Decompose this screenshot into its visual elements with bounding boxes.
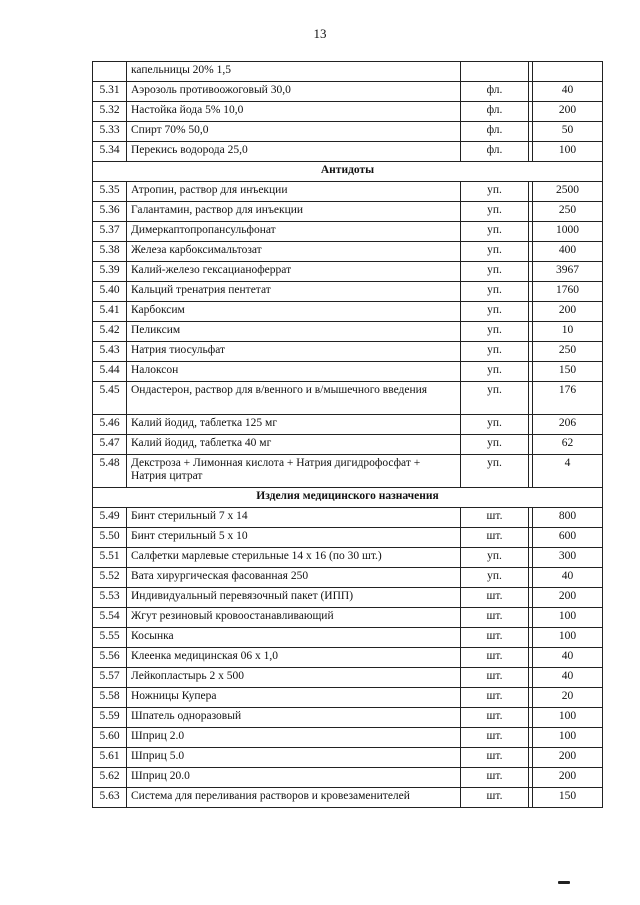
row-qty-cell: 200 xyxy=(533,102,603,122)
row-number-cell: 5.40 xyxy=(93,282,127,302)
row-unit-cell: уп. xyxy=(461,435,529,455)
row-qty-cell: 10 xyxy=(533,322,603,342)
row-number-cell: 5.48 xyxy=(93,455,127,488)
row-name-cell: Ондастерон, раствор для в/венного и в/мышечного введения xyxy=(127,382,461,415)
row-unit-cell xyxy=(461,62,529,82)
row-qty-cell: 4 xyxy=(533,455,603,488)
row-qty-cell: 40 xyxy=(533,668,603,688)
row-number-cell: 5.52 xyxy=(93,568,127,588)
row-qty-cell: 200 xyxy=(533,748,603,768)
row-unit-cell: фл. xyxy=(461,122,529,142)
table-row xyxy=(93,455,603,488)
row-unit-cell: уп. xyxy=(461,342,529,362)
row-qty-cell: 1760 xyxy=(533,282,603,302)
row-qty-cell: 100 xyxy=(533,728,603,748)
row-unit-cell: шт. xyxy=(461,708,529,728)
row-qty-cell: 100 xyxy=(533,628,603,648)
row-qty-cell: 600 xyxy=(533,528,603,548)
table-row xyxy=(93,768,603,788)
row-number-cell: 5.62 xyxy=(93,768,127,788)
row-number-cell: 5.50 xyxy=(93,528,127,548)
table-row xyxy=(93,668,603,688)
row-unit-cell: уп. xyxy=(461,415,529,435)
row-qty-cell: 100 xyxy=(533,608,603,628)
row-number-cell: 5.60 xyxy=(93,728,127,748)
section-title: Антидоты xyxy=(93,162,603,182)
row-unit-cell: шт. xyxy=(461,768,529,788)
table-row xyxy=(93,608,603,628)
supplies-table-body xyxy=(93,62,603,808)
row-number-cell: 5.45 xyxy=(93,382,127,415)
supplies-table xyxy=(92,61,603,808)
row-qty-cell: 100 xyxy=(533,142,603,162)
row-name-cell: Салфетки марлевые стерильные 14 х 16 (по 30 шт.) xyxy=(127,548,461,568)
table-row xyxy=(93,202,603,222)
section-header-row xyxy=(93,488,603,508)
row-number-cell: 5.58 xyxy=(93,688,127,708)
row-number-cell: 5.63 xyxy=(93,788,127,808)
row-name-cell: Вата хирургическая фасованная 250 xyxy=(127,568,461,588)
row-name-cell: Димеркаптопропансульфонат xyxy=(127,222,461,242)
table-row xyxy=(93,628,603,648)
table-row xyxy=(93,748,603,768)
row-name-cell: Шприц 5.0 xyxy=(127,748,461,768)
table-row xyxy=(93,568,603,588)
table-row xyxy=(93,282,603,302)
row-name-cell: Кальций тренатрия пентетат xyxy=(127,282,461,302)
row-qty-cell: 62 xyxy=(533,435,603,455)
row-name-cell: Калий йодид, таблетка 125 мг xyxy=(127,415,461,435)
row-unit-cell: уп. xyxy=(461,182,529,202)
row-unit-cell: фл. xyxy=(461,142,529,162)
row-number-cell: 5.61 xyxy=(93,748,127,768)
table-row xyxy=(93,788,603,808)
row-unit-cell: уп. xyxy=(461,302,529,322)
row-unit-cell: уп. xyxy=(461,202,529,222)
table-row xyxy=(93,588,603,608)
row-number-cell: 5.36 xyxy=(93,202,127,222)
row-name-cell: капельницы 20% 1,5 xyxy=(127,62,461,82)
row-unit-cell: шт. xyxy=(461,508,529,528)
row-unit-cell: шт. xyxy=(461,628,529,648)
table-row xyxy=(93,82,603,102)
row-name-cell: Атропин, раствор для инъекции xyxy=(127,182,461,202)
row-number-cell: 5.31 xyxy=(93,82,127,102)
table-row xyxy=(93,322,603,342)
row-name-cell: Шприц 20.0 xyxy=(127,768,461,788)
row-unit-cell: шт. xyxy=(461,608,529,628)
table-row xyxy=(93,435,603,455)
row-number-cell: 5.39 xyxy=(93,262,127,282)
row-unit-cell: шт. xyxy=(461,588,529,608)
row-unit-cell: шт. xyxy=(461,668,529,688)
row-unit-cell: фл. xyxy=(461,102,529,122)
row-name-cell: Галантамин, раствор для инъекции xyxy=(127,202,461,222)
row-name-cell: Бинт стерильный 7 х 14 xyxy=(127,508,461,528)
row-number-cell: 5.35 xyxy=(93,182,127,202)
row-number-cell: 5.42 xyxy=(93,322,127,342)
row-number-cell: 5.59 xyxy=(93,708,127,728)
row-qty-cell: 3967 xyxy=(533,262,603,282)
row-unit-cell: шт. xyxy=(461,528,529,548)
row-qty-cell: 250 xyxy=(533,202,603,222)
row-number-cell: 5.33 xyxy=(93,122,127,142)
row-name-cell: Бинт стерильный 5 х 10 xyxy=(127,528,461,548)
row-unit-cell: уп. xyxy=(461,382,529,415)
row-name-cell: Лейкопластырь 2 х 500 xyxy=(127,668,461,688)
row-name-cell: Шприц 2.0 xyxy=(127,728,461,748)
table-row xyxy=(93,242,603,262)
row-name-cell: Система для переливания растворов и кровезаменителей xyxy=(127,788,461,808)
row-qty-cell: 200 xyxy=(533,768,603,788)
table-row xyxy=(93,182,603,202)
row-name-cell: Налоксон xyxy=(127,362,461,382)
row-number-cell: 5.32 xyxy=(93,102,127,122)
row-number-cell xyxy=(93,62,127,82)
table-row xyxy=(93,142,603,162)
row-number-cell: 5.34 xyxy=(93,142,127,162)
row-number-cell: 5.37 xyxy=(93,222,127,242)
table-row xyxy=(93,548,603,568)
row-qty-cell: 800 xyxy=(533,508,603,528)
row-name-cell: Железа карбоксимальтозат xyxy=(127,242,461,262)
row-number-cell: 5.49 xyxy=(93,508,127,528)
table-row xyxy=(93,415,603,435)
row-qty-cell: 40 xyxy=(533,82,603,102)
row-name-cell: Ножницы Купера xyxy=(127,688,461,708)
row-number-cell: 5.57 xyxy=(93,668,127,688)
table-row xyxy=(93,122,603,142)
row-unit-cell: уп. xyxy=(461,222,529,242)
row-qty-cell: 20 xyxy=(533,688,603,708)
row-number-cell: 5.43 xyxy=(93,342,127,362)
row-qty-cell: 200 xyxy=(533,588,603,608)
row-name-cell: Клеенка медицинская 06 х 1,0 xyxy=(127,648,461,668)
row-unit-cell: уп. xyxy=(461,262,529,282)
row-number-cell: 5.54 xyxy=(93,608,127,628)
row-unit-cell: уп. xyxy=(461,362,529,382)
row-qty-cell: 150 xyxy=(533,362,603,382)
section-header-row xyxy=(93,162,603,182)
row-number-cell: 5.44 xyxy=(93,362,127,382)
row-number-cell: 5.55 xyxy=(93,628,127,648)
table-row xyxy=(93,528,603,548)
row-qty-cell: 2500 xyxy=(533,182,603,202)
row-qty-cell: 200 xyxy=(533,302,603,322)
row-unit-cell: уп. xyxy=(461,568,529,588)
table-row xyxy=(93,708,603,728)
row-qty-cell: 40 xyxy=(533,568,603,588)
row-qty-cell: 176 xyxy=(533,382,603,415)
table-row xyxy=(93,342,603,362)
row-number-cell: 5.38 xyxy=(93,242,127,262)
row-name-cell: Перекись водорода 25,0 xyxy=(127,142,461,162)
table-row xyxy=(93,728,603,748)
table-row xyxy=(93,302,603,322)
row-unit-cell: уп. xyxy=(461,282,529,302)
row-number-cell: 5.53 xyxy=(93,588,127,608)
table-row xyxy=(93,222,603,242)
row-number-cell: 5.41 xyxy=(93,302,127,322)
row-name-cell: Аэрозоль противоожоговый 30,0 xyxy=(127,82,461,102)
row-unit-cell: шт. xyxy=(461,728,529,748)
row-unit-cell: уп. xyxy=(461,322,529,342)
row-qty-cell: 300 xyxy=(533,548,603,568)
page-number: 13 xyxy=(313,26,327,41)
row-unit-cell: шт. xyxy=(461,688,529,708)
row-number-cell: 5.51 xyxy=(93,548,127,568)
table-row xyxy=(93,508,603,528)
row-unit-cell: уп. xyxy=(461,455,529,488)
row-name-cell: Индивидуальный перевязочный пакет (ИПП) xyxy=(127,588,461,608)
table-row-continuation xyxy=(93,62,603,82)
row-name-cell: Пеликсим xyxy=(127,322,461,342)
section-title: Изделия медицинского назначения xyxy=(93,488,603,508)
row-number-cell: 5.47 xyxy=(93,435,127,455)
row-name-cell: Жгут резиновый кровоостанавливающий xyxy=(127,608,461,628)
row-qty-cell: 250 xyxy=(533,342,603,362)
row-unit-cell: шт. xyxy=(461,748,529,768)
row-qty-cell: 400 xyxy=(533,242,603,262)
row-unit-cell: уп. xyxy=(461,548,529,568)
row-unit-cell: уп. xyxy=(461,242,529,262)
row-qty-cell xyxy=(533,62,603,82)
row-qty-cell: 150 xyxy=(533,788,603,808)
row-qty-cell: 1000 xyxy=(533,222,603,242)
table-row xyxy=(93,382,603,415)
row-name-cell: Спирт 70% 50,0 xyxy=(127,122,461,142)
row-name-cell: Калий-железо гексацианоферрат xyxy=(127,262,461,282)
row-name-cell: Декстроза + Лимонная кислота + Натрия дигидрофосфат + Натрия цитрат xyxy=(127,455,461,488)
row-name-cell: Натрия тиосульфат xyxy=(127,342,461,362)
table-row xyxy=(93,648,603,668)
row-qty-cell: 100 xyxy=(533,708,603,728)
table-row xyxy=(93,688,603,708)
table-row xyxy=(93,102,603,122)
row-unit-cell: шт. xyxy=(461,788,529,808)
row-qty-cell: 50 xyxy=(533,122,603,142)
row-unit-cell: шт. xyxy=(461,648,529,668)
row-name-cell: Косынка xyxy=(127,628,461,648)
row-number-cell: 5.46 xyxy=(93,415,127,435)
row-name-cell: Калий йодид, таблетка 40 мг xyxy=(127,435,461,455)
row-number-cell: 5.56 xyxy=(93,648,127,668)
table-row xyxy=(93,262,603,282)
row-qty-cell: 206 xyxy=(533,415,603,435)
row-name-cell: Шпатель одноразовый xyxy=(127,708,461,728)
scan-mark xyxy=(558,881,570,884)
table-row xyxy=(93,362,603,382)
row-unit-cell: фл. xyxy=(461,82,529,102)
row-name-cell: Карбоксим xyxy=(127,302,461,322)
row-qty-cell: 40 xyxy=(533,648,603,668)
row-name-cell: Настойка йода 5% 10,0 xyxy=(127,102,461,122)
